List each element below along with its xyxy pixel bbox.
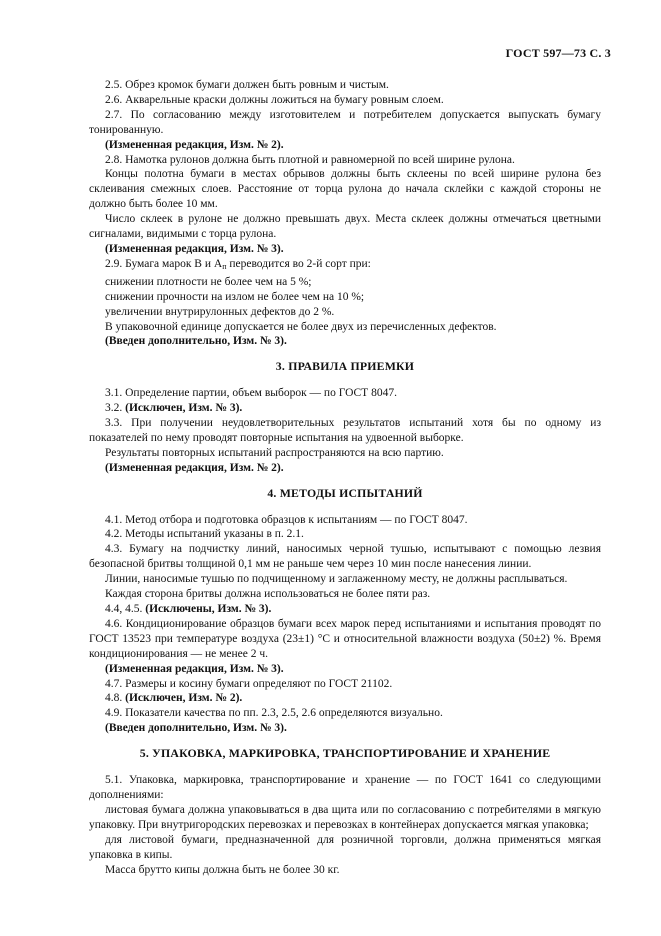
amendment-note: (Введен дополнительно, Изм. № 3). [105, 722, 287, 735]
clause-5-1-paragraph: листовая бумага должна упаковываться в два щита или по согласованию с потребителями в мягкую упаковку. При внутригородских перевозках и перевозках в контейнерах допускается мягкая упаковка; [89, 803, 601, 831]
clause-5-1-paragraph: Масса брутто кипы должна быть не более 30 кг. [105, 863, 340, 876]
clause-2-6: 2.6. Акварельные краски должны ложиться на бумагу ровным слоем. [105, 93, 444, 106]
clause-5-1: 5.1. Упаковка, маркировка, транспортирование и хранение — по ГОСТ 1641 со следующими дополнениями: [89, 774, 601, 801]
clause-5-1-paragraph: для листовой бумаги, предназначенной для розничной торговли, должна применяться мягкая упаковка в кипы. [89, 833, 601, 861]
amendment-note: (Введен дополнительно, Изм. № 3). [105, 335, 287, 348]
clause-number: 3.2. [105, 402, 126, 415]
clause-2-7: 2.7. По согласованию между изготовителем и потребителем допускается выпускать бумагу тонированную. [89, 108, 601, 136]
defect-item: увеличении внутрирулонных дефектов до 2 %. [105, 305, 335, 318]
clause-2-8-paragraph: Концы полотна бумаги в местах обрывов должны быть склеены по всей ширине рулона без склеивания смежных слоев. Расстояние от торца рулона до начала склейки с каждой стороны не должно быть более 10 мм. [89, 168, 601, 211]
clause-4-7: 4.7. Размеры и косину бумаги определяют по ГОСТ 21102. [105, 677, 393, 690]
defect-item: В упаковочной единице допускается не более двух из перечисленных дефектов. [105, 320, 497, 333]
clause-4-6: 4.6. Кондиционирование образцов бумаги всех марок перед испытаниями и испытания проводят по ГОСТ 13523 при температуре воздуха (23±1) °С и относительной влажности воздуха (50±2) %. Время кондиционирования — не менее 2 ч. [89, 617, 601, 660]
clause-2-5: 2.5. Обрез кромок бумаги должен быть ровным и чистым. [105, 79, 389, 91]
clause-2-8-paragraph: Число склеек в рулоне не должно превышать двух. Места склеек должны отмечаться цветными сигналами, видимыми с торца рулона. [89, 213, 601, 241]
clause-2-9 [89, 257, 601, 275]
clause-2-9-text: 2.9. Бумага марок В и А [105, 257, 223, 270]
clause-4-9: 4.9. Показатели качества по пп. 2.3, 2.5, 2.6 определяются визуально. [105, 707, 443, 720]
amendment-note: (Измененная редакция, Изм. № 2). [105, 461, 284, 474]
clause-3-1: 3.1. Определение партии, объем выборок — по ГОСТ 8047. [105, 387, 397, 400]
amendment-note: (Измененная редакция, Изм. № 2). [105, 138, 284, 151]
amendment-note: (Измененная редакция, Изм. № 3). [105, 662, 284, 675]
defect-item: снижении прочности на излом не более чем на 10 %; [105, 290, 365, 303]
defect-item: снижении плотности не более чем на 5 %; [105, 275, 312, 288]
excluded-note: (Исключены, Изм. № 3). [145, 603, 272, 615]
clause-4-3: 4.3. Бумагу на подчистку линий, наносимых черной тушью, испытывают с помощью лезвия безопасной бритвы толщиной 0,1 мм не раньше чем через 10 мин после нанесения линии. [89, 543, 601, 571]
clause-3-2 [89, 401, 601, 416]
clause-4-2: 4.2. Методы испытаний указаны в п. 2.1. [105, 528, 304, 541]
excluded-note: (Исключен, Изм. № 2). [125, 692, 243, 705]
clause-number: 4.4, 4.5. [105, 603, 146, 615]
section-heading: 3. ПРАВИЛА ПРИЕМКИ [275, 359, 415, 374]
page-header: ГОСТ 597—73 С. 3 [505, 46, 611, 60]
clause-3-3: 3.3. При получении неудовлетворительных результатов испытаний хотя бы по одному из показателей по нему проводят повторные испытания на удвоенной выборке. [89, 417, 601, 444]
clause-4-1: 4.1. Метод отбора и подготовка образцов к испытаниям — по ГОСТ 8047. [105, 513, 468, 526]
clause-4-3-paragraph: Линии, наносимые тушью по подчищенному и заглаженному месту, не должны расплываться. [105, 573, 568, 586]
clause-4-4-4-5 [89, 602, 601, 617]
clause-4-3-paragraph: Каждая сторона бритвы должна использоваться не более пяти раз. [105, 588, 431, 601]
section-heading: 5. УПАКОВКА, МАРКИРОВКА, ТРАНСПОРТИРОВАНИЕ И ХРАНЕНИЕ [139, 746, 551, 761]
clause-4-8 [89, 691, 601, 706]
excluded-note: (Исключен, Изм. № 3). [125, 402, 243, 415]
grade-subscript: п [222, 261, 227, 271]
clause-2-8: 2.8. Намотка рулонов должна быть плотной и равномерной по всей ширине рулона. [105, 153, 515, 166]
document-body [89, 78, 601, 877]
section-heading: 4. МЕТОДЫ ИСПЫТАНИЙ [267, 485, 423, 500]
clause-3-3-paragraph: Результаты повторных испытаний распространяются на всю партию. [105, 446, 444, 459]
clause-number: 4.8. [105, 692, 126, 705]
amendment-note: (Измененная редакция, Изм. № 3). [105, 242, 284, 255]
clause-2-9-text: переводится во 2-й сорт при: [226, 257, 371, 270]
